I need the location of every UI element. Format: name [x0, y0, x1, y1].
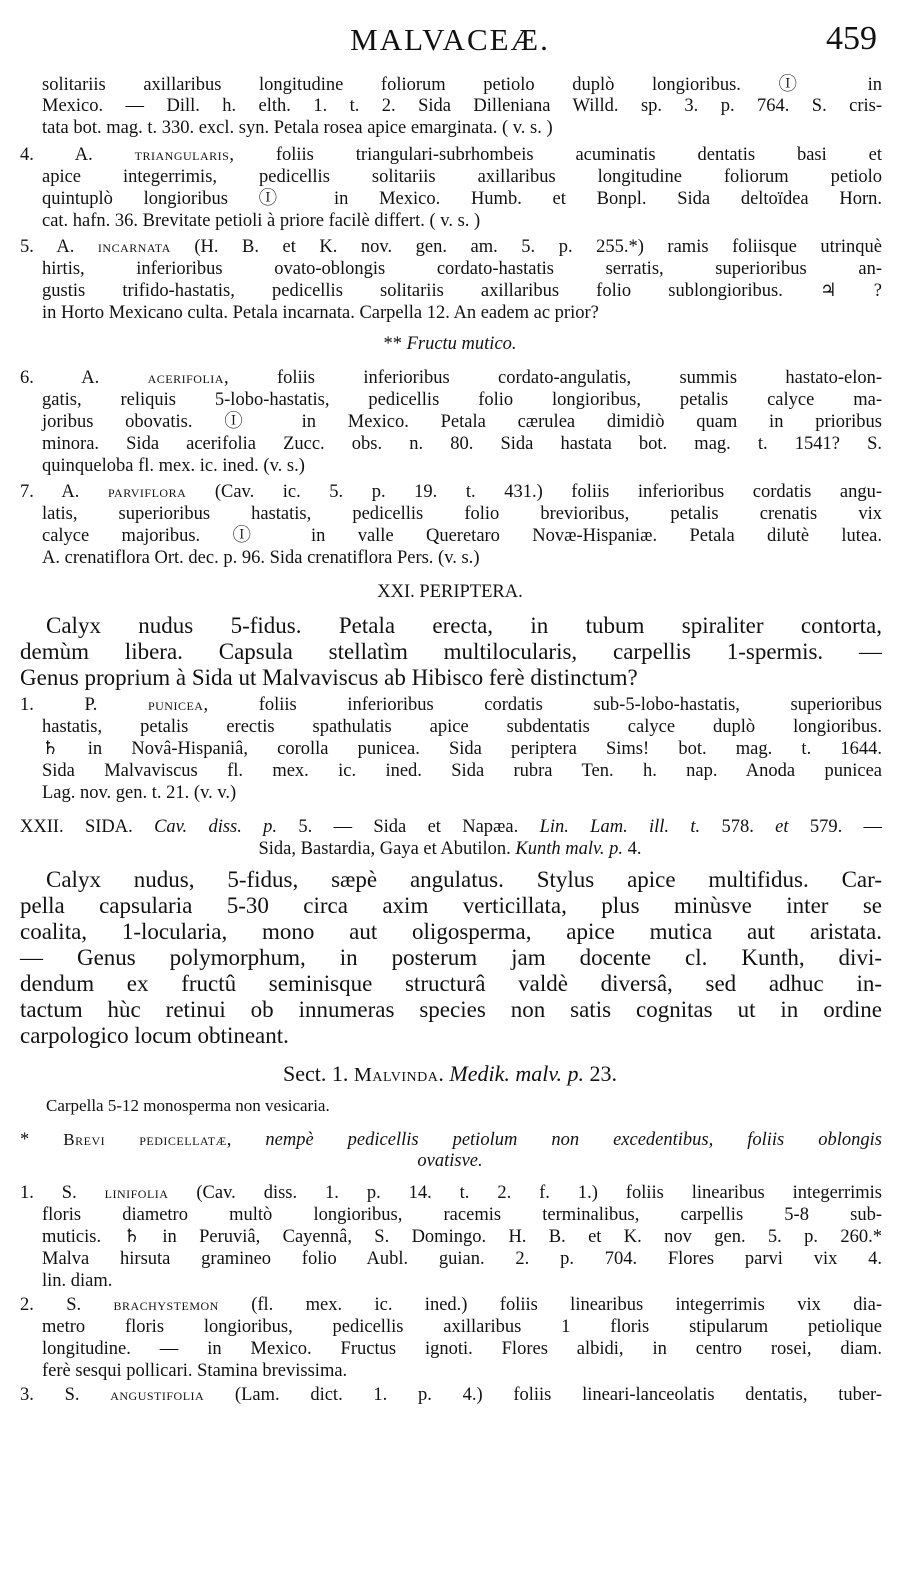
text-line [20, 236, 882, 258]
text-run: solitariis axillaribus longitudine foliorum petiolo duplò longioribus. Ⓘ in [42, 75, 882, 95]
text-run: latis, superioribus hastatis, pedicellis folio brevioribus, petalis crenatis vix [42, 504, 882, 524]
text-run: (Cav. ic. 5. p. 19. t. 431.) foliis inferioribus cordatis angu- [186, 482, 883, 502]
text-line [42, 1204, 882, 1226]
text-run: XXII. SIDA. [20, 817, 155, 837]
text-run: longitudine. — in Mexico. Fructus ignoti. Flores albidi, in centro rosei, diam. [42, 1339, 882, 1359]
text-run: tactum hùc retinui ob innumeras species non satis cognitas ut in ordine [20, 997, 882, 1022]
text-run: (fl. mex. ic. ined.) foliis linearibus integerrimis vix dia- [218, 1295, 882, 1315]
text-line [20, 945, 882, 971]
text-line [20, 1023, 882, 1049]
text-line [20, 1129, 882, 1151]
text-line [42, 74, 882, 96]
text-run: — Genus polymorphum, in posterum jam docente cl. Kunth, divi- [20, 945, 882, 970]
text-run: quinqueloba fl. mex. ic. ined. (v. s.) [42, 456, 305, 476]
text-line [42, 433, 882, 455]
text-line [42, 302, 882, 324]
text-run: , foliis inferioribus cordato-angulatis, summis hastato-elon- [223, 368, 882, 388]
text-line [42, 716, 882, 738]
text-line [0, 838, 900, 860]
text-line [20, 997, 882, 1023]
italic-run: Lin. Lam. ill. t. [539, 817, 701, 837]
text-line [20, 481, 882, 503]
text-line [20, 893, 882, 919]
text-line [42, 455, 882, 477]
text-line [46, 613, 882, 639]
taxon-name: acerifolia [147, 368, 224, 387]
text-line [42, 525, 882, 547]
text-run: 5. — Sida et Napæa. [277, 817, 540, 837]
italic-run: nempè pedicellis petiolum non excedentibus, foliis oblongis [265, 1130, 882, 1150]
taxon-name: Brevi pedicellatæ [63, 1130, 227, 1149]
text-line [0, 1063, 900, 1086]
text-run: metro floris longioribus, pedicellis axillaribus 1 floris stipularum petiolique [42, 1317, 882, 1337]
text-run: calyce majoribus. Ⓘ in valle Queretaro Novæ-Hispaniæ. Petala dilutè lutea. [42, 526, 882, 546]
text-run: * [20, 1130, 64, 1150]
text-run: Calyx nudus 5-fidus. Petala erecta, in tubum spiraliter contorta, [46, 613, 882, 638]
text-run: 4. A. [20, 145, 135, 165]
text-run: ** [383, 334, 407, 354]
text-line [20, 1182, 882, 1204]
text-line [42, 210, 882, 232]
text-line [42, 411, 882, 433]
text-run: quintuplò longioribus Ⓘ in Mexico. Humb. et Bonpl. Sida deltoïdea Horn. [42, 189, 882, 209]
text-run: hastatis, petalis erectis spathulatis apice subdentatis calyce duplò longioribus. [42, 717, 882, 737]
text-run: (Lam. dict. 1. p. 4.) foliis lineari-lanceolatis dentatis, tuber- [204, 1385, 882, 1405]
text-run: Calyx nudus, 5-fidus, sæpè angulatus. Stylus apice multifidus. Car- [46, 867, 882, 892]
italic-run: et [775, 817, 789, 837]
text-run: gustis trifido-hastatis, pedicellis solitariis axillaribus folio sublongioribus. ♃ ? [42, 281, 882, 301]
page-number: 459 [826, 20, 877, 57]
text-line [20, 144, 882, 166]
text-run: 3. S. [20, 1385, 111, 1405]
text-run: 1. S. [20, 1183, 105, 1203]
text-run: 5. A. [20, 237, 98, 257]
text-run: (H. B. et K. nov. gen. am. 5. p. 255.*) ramis foliisque utrinquè [170, 237, 882, 257]
text-line [20, 816, 882, 838]
text-run: 579. — [788, 817, 882, 837]
text-line [42, 389, 882, 411]
text-line [42, 280, 882, 302]
text-run: 1. P. [20, 695, 148, 715]
italic-run: Kunth malv. p. [515, 839, 623, 859]
text-run: carpologico locum obtineant. [20, 1023, 289, 1048]
text-run: Genus proprium à Sida ut Malvaviscus ab Hibisco ferè distinctum? [20, 665, 638, 690]
text-line [0, 333, 900, 355]
text-run: hirtis, inferioribus ovato-oblongis cordato-hastatis serratis, superioribus an- [42, 259, 882, 279]
text-line [42, 1338, 882, 1360]
text-line [0, 581, 900, 603]
text-line [42, 1248, 882, 1270]
taxon-name: punicea [147, 695, 204, 714]
text-line [42, 760, 882, 782]
text-run: joribus obovatis. Ⓘ in Mexico. Petala cærulea dimidiò quam in prioribus [42, 412, 882, 432]
italic-run: Fructu mutico. [406, 334, 517, 354]
text-line [20, 1384, 882, 1406]
text-line [20, 694, 882, 716]
text-run: . [438, 1061, 450, 1086]
text-run: apice integerrimis, pedicellis solitariis axillaribus longitudine foliorum petiolo [42, 167, 882, 187]
text-line [42, 1270, 882, 1292]
text-line [42, 547, 882, 569]
taxon-name: angustifolia [110, 1385, 205, 1404]
text-run: 578. [700, 817, 776, 837]
text-line [46, 1095, 882, 1117]
text-run: 23. [583, 1061, 617, 1086]
italic-run: Medik. malv. p. [449, 1061, 584, 1086]
text-run: Malva hirsuta gramineo folio Aubl. guian. 2. p. 704. Flores parvi vix 4. [42, 1249, 882, 1269]
text-run: , foliis inferioribus cordatis sub-5-lobo-hastatis, superioribus [203, 695, 882, 715]
text-run: 4. [622, 839, 642, 859]
text-line [42, 258, 882, 280]
taxon-name: linifolia [104, 1183, 169, 1202]
text-run: Sida, Bastardia, Gaya et Abutilon. [258, 839, 516, 859]
running-header-title: MALVACEÆ. [350, 22, 550, 57]
text-run: ferè sesqui pollicari. Stamina brevissima. [42, 1361, 348, 1381]
text-line [42, 188, 882, 210]
text-run: pella capsularia 5-30 circa axim verticillata, plus minùsve inter se [20, 893, 882, 918]
taxon-name: triangularis [134, 145, 230, 164]
text-run: 7. A. [20, 482, 108, 502]
text-line [42, 1226, 882, 1248]
taxon-name: Malvinda [353, 1064, 439, 1086]
text-line [42, 117, 882, 139]
text-run: in Horto Mexicano culta. Petala incarnata. Carpella 12. An eadem ac prior? [42, 303, 599, 323]
text-line [42, 738, 882, 760]
text-run: Mexico. — Dill. h. elth. 1. t. 2. Sida Dilleniana Willd. sp. 3. p. 764. S. cris- [42, 96, 882, 116]
text-run: demùm libera. Capsula stellatìm multilocularis, carpellis 1-spermis. — [20, 639, 882, 664]
text-run: gatis, reliquis 5-lobo-hastatis, pedicellis folio longioribus, petalis calyce ma- [42, 390, 882, 410]
text-run: 2. S. [20, 1295, 114, 1315]
text-run: Sect. 1. [283, 1061, 354, 1086]
text-run: XXI. PERIPTERA. [377, 582, 523, 602]
text-run: tata bot. mag. t. 330. excl. syn. Petala rosea apice emarginata. ( v. s. ) [42, 118, 553, 138]
text-line [42, 166, 882, 188]
text-run: Carpella 5-12 monosperma non vesicaria. [46, 1096, 330, 1115]
italic-run: ovatisve. [417, 1151, 483, 1171]
text-line [42, 782, 882, 804]
text-line [42, 1360, 882, 1382]
text-run: minora. Sida acerifolia Zucc. obs. n. 80. Sida hastata bot. mag. t. 1541? S. [42, 434, 882, 454]
taxon-name: parviflora [107, 482, 187, 501]
text-line [20, 665, 882, 691]
text-run: A. crenatiflora Ort. dec. p. 96. Sida crenatiflora Pers. (v. s.) [42, 548, 480, 568]
taxon-name: incarnata [97, 237, 171, 256]
text-line [42, 1316, 882, 1338]
text-run: dendum ex fructû seminisque structurâ valdè diversâ, sed adhuc in- [20, 971, 882, 996]
text-run: , foliis triangulari-subrhombeis acuminatis dentatis basi et [229, 145, 882, 165]
text-line [42, 95, 882, 117]
text-run: 6. A. [20, 368, 148, 388]
text-run: muticis. ♄ in Peruviâ, Cayennâ, S. Domingo. H. B. et K. nov gen. 5. p. 260.* [42, 1227, 882, 1247]
text-run: lin. diam. [42, 1271, 113, 1291]
text-run: Lag. nov. gen. t. 21. (v. v.) [42, 783, 237, 803]
text-line [20, 971, 882, 997]
text-line [20, 639, 882, 665]
text-line [20, 1294, 882, 1316]
text-run: floris diametro multò longioribus, racemis terminalibus, carpellis 5-8 sub- [42, 1205, 882, 1225]
text-line [20, 367, 882, 389]
text-run: Sida Malvaviscus fl. mex. ic. ined. Sida rubra Ten. h. nap. Anoda punicea [42, 761, 882, 781]
taxon-name: brachystemon [113, 1295, 219, 1314]
text-line [46, 867, 882, 893]
text-line [42, 503, 882, 525]
text-run: , [226, 1130, 266, 1150]
text-run: cat. hafn. 36. Brevitate petioli à priore facilè differt. ( v. s. ) [42, 211, 481, 231]
text-line [0, 1150, 900, 1172]
italic-run: Cav. diss. p. [154, 817, 278, 837]
text-run: (Cav. diss. 1. p. 14. t. 2. f. 1.) foliis linearibus integerrimis [168, 1183, 883, 1203]
text-run: ♄ in Novâ-Hispaniâ, corolla punicea. Sida periptera Sims! bot. mag. t. 1644. [42, 739, 882, 759]
text-line [20, 919, 882, 945]
text-run: coalita, 1-locularia, mono aut oligosperma, apice mutica aut aristata. [20, 919, 882, 944]
